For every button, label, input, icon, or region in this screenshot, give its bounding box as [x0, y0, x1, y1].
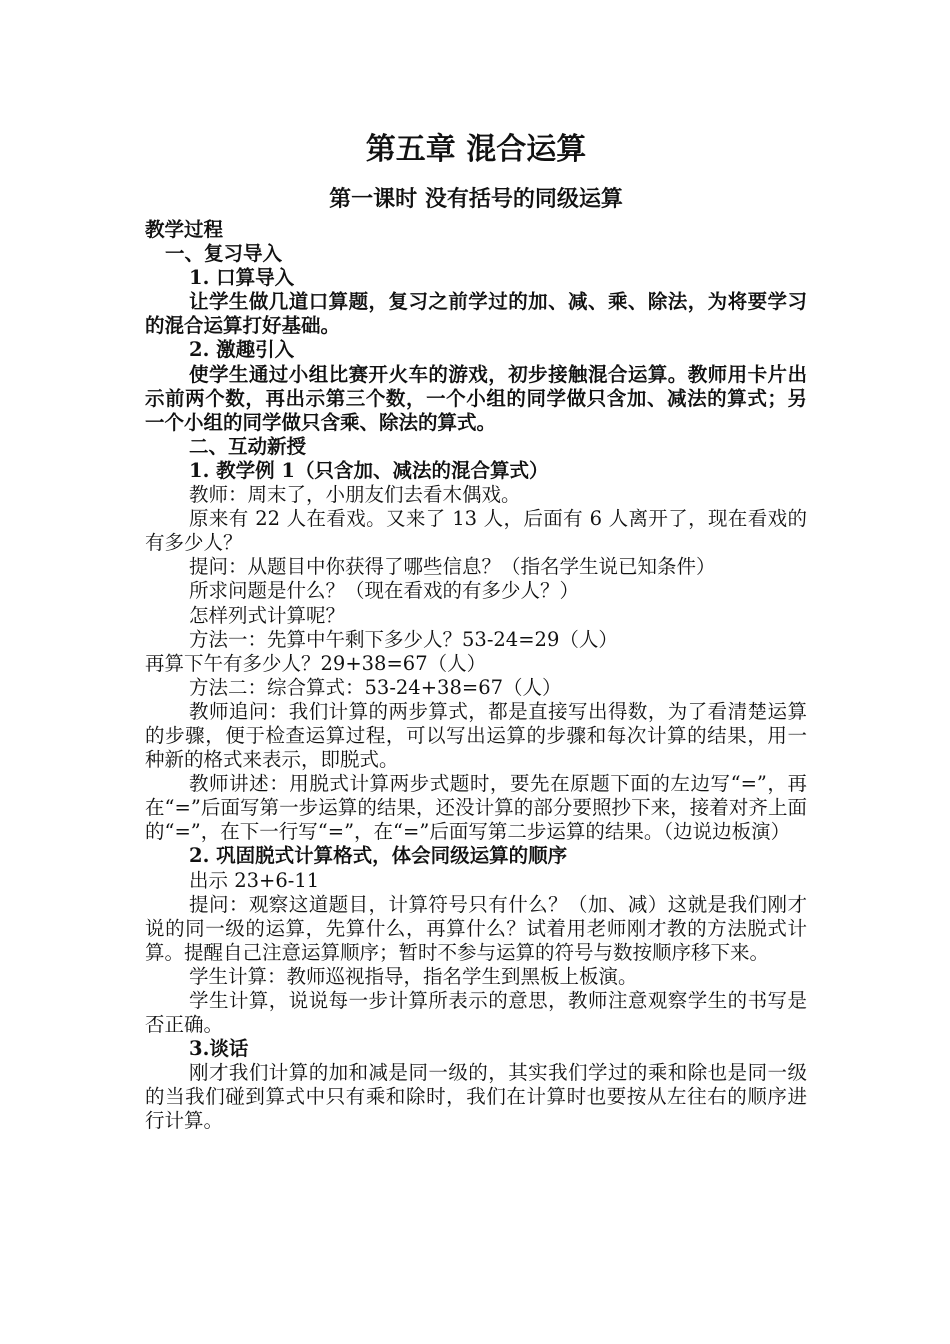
paragraph: 教师：周末了，小朋友们去看木偶戏。 [189, 483, 521, 507]
subheading-consolidate: 2. 巩固脱式计算格式，体会同级运算的顺序 [189, 844, 568, 868]
paragraph: 出示 23+6-11 [189, 868, 320, 892]
section-heading-interactive: 二、互动新授 [189, 434, 307, 458]
subheading-interest-intro: 2. 激趣引入 [189, 338, 295, 362]
paragraph: 教师追问：我们计算的两步算式，都是直接写出得数，为了看清楚运算的步骤，便于检查运算过程，可以写出运算的步骤和每次计算的结果，用一种新的格式来表示，即脱式。 [145, 699, 807, 772]
paragraph: 学生计算：教师巡视指导，指名学生到黑板上板演。 [189, 964, 638, 988]
paragraph: 学生计算，说说每一步计算所表示的意思，教师注意观察学生的书写是否正确。 [145, 989, 807, 1037]
paragraph: 怎样列式计算呢？ [189, 603, 346, 627]
paragraph: 方法一：先算中午剩下多少人？53-24=29（人） [189, 627, 618, 651]
paragraph: 方法二：综合算式：53-24+38=67（人） [189, 675, 562, 699]
chapter-title: 第五章 混合运算 [365, 132, 587, 167]
subheading-oral-intro: 1. 口算导入 [189, 266, 295, 290]
section-heading-teaching-process: 教学过程 [145, 218, 224, 241]
paragraph: 教师讲述：用脱式计算两步式题时，要先在原题下面的左边写“=”，再在“=”后面写第一步运算的结果，还没计算的部分要照抄下来，接着对齐上面的“=”，在下一行写“=”，在“=”后面写第二步运算的结果。（边说边板演） [145, 772, 807, 844]
lesson-title: 第一课时 没有括号的同级运算 [329, 186, 623, 212]
paragraph: 原来有 22 人在看戏。又来了 13 人，后面有 6 人离开了，现在看戏的有多少人？ [145, 507, 807, 555]
paragraph: 让学生做几道口算题，复习之前学过的加、减、乘、除法，为将要学习的混合运算打好基础。 [145, 290, 807, 338]
paragraph: 使学生通过小组比赛开火车的游戏，初步接触混合运算。教师用卡片出示前两个数，再出示第三个数，一个小组的同学做只含加、减法的算式；另一个小组的同学做只含乘、除法的算式。 [145, 362, 807, 434]
paragraph: 提问：从题目中你获得了哪些信息？（指名学生说已知条件） [189, 555, 716, 579]
subheading-talk: 3.谈话 [189, 1037, 249, 1061]
paragraph: 所求问题是什么？（现在看戏的有多少人？） [189, 579, 580, 603]
paragraph: 再算下午有多少人？29+38=67（人） [145, 651, 487, 675]
subheading-example-1: 1. 教学例 1（只含加、减法的混合算式） [189, 458, 549, 482]
paragraph: 刚才我们计算的加和减是同一级的，其实我们学过的乘和除也是同一级的当我们碰到算式中只有乘和除时，我们在计算时也要按从左往右的顺序进行计算。 [145, 1061, 807, 1133]
document-page [145, 128, 807, 1134]
section-heading-review: 一、复习导入 [165, 242, 283, 266]
paragraph: 提问：观察这道题目，计算符号只有什么？（加、减）这就是我们刚才说的同一级的运算，先算什么，再算什么？试着用老师刚才教的方法脱式计算。提醒自己注意运算顺序；暂时不参与运算的符号与数按顺序移下来。 [145, 892, 807, 964]
